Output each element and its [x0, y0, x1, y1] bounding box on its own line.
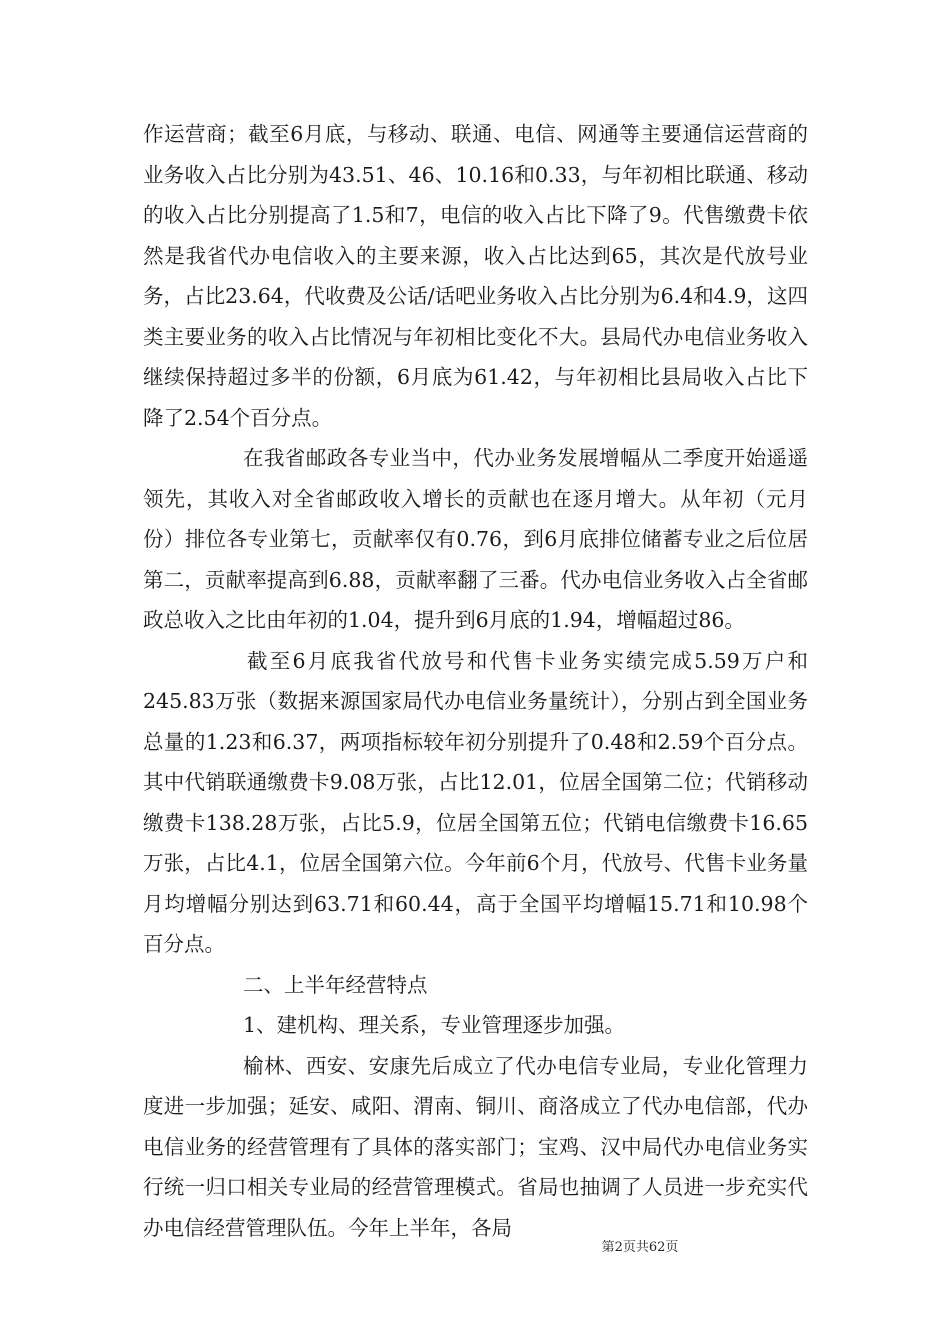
- page-number-footer: 第2页共62页: [601, 1240, 679, 1255]
- paragraph-contribution: 在我省邮政各专业当中，代办业务发展增幅从二季度开始遥遥领先，其收入对全省邮政收入增长的贡献也在逐月增大。从年初（元月份）排位各专业第七，贡献率仅有0.76，到6月底排位储蓄专业之后位居第二，贡献率提高到6.88，贡献率翻了三番。代办电信业务收入占全省邮政总收入之比由年初的1.04，提升到6月底的1.94，增幅超过86。: [143, 446, 808, 632]
- document-body: [143, 114, 808, 1248]
- paragraph-statistics: 截至6月底我省代放号和代售卡业务实绩完成5.59万户和245.83万张（数据来源国家局代办电信业务量统计），分别占到全国业务总量的1.23和6.37，两项指标较年初分别提升了0.48和2.59个百分点。其中代销联通缴费卡9.08万张，占比12.01，位居全国第二位；代销移动缴费卡138.28万张，占比5.9，位居全国第五位；代销电信缴费卡16.65万张，占比4.1，位居全国第六位。今年前6个月，代放号、代售卡业务量月均增幅分别达到63.71和60.44，高于全国平均增幅15.71和10.98个百分点。: [143, 648, 808, 956]
- paragraph-continuation: 作运营商；截至6月底，与移动、联通、电信、网通等主要通信运营商的业务收入占比分别为43.51、46、10.16和0.33，与年初相比联通、移动的收入占比分别提高了1.5和7，电信的收入占比下降了9。代售缴费卡依然是我省代办电信收入的主要来源，收入占比达到65，其次是代放号业务，占比23.64，代收费及公话/话吧业务收入占比分别为6.4和4.9，这四类主要业务的收入占比情况与年初相比变化不大。县局代办电信业务收入继续保持超过多半的份额，6月底为61.42，与年初相比县局收入占比下降了2.54个百分点。: [143, 122, 808, 430]
- paragraph-organization: 榆林、西安、安康先后成立了代办电信专业局，专业化管理力度进一步加强；延安、咸阳、渭南、铜川、商洛成立了代办电信部，代办电信业务的经营管理有了具体的落实部门；宝鸡、汉中局代办电信业务实行统一归口相关专业局的经营管理模式。省局也抽调了人员进一步充实代办电信经营管理队伍。今年上半年，各局: [143, 1053, 808, 1240]
- subsection-heading: 1、建机构、理关系，专业管理逐步加强。: [243, 1013, 626, 1037]
- section-heading: 二、上半年经营特点: [243, 972, 428, 997]
